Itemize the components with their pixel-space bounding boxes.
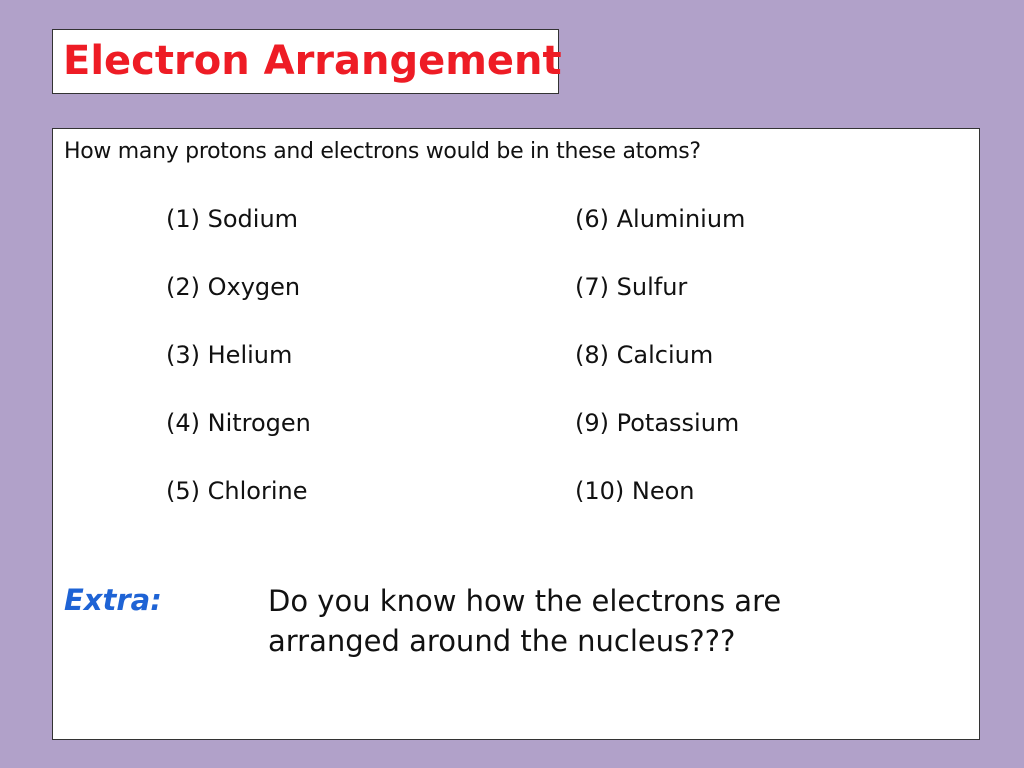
- atom-item-potassium: (9) Potassium: [575, 409, 740, 437]
- content-box: [52, 128, 980, 740]
- extra-question-line-1: Do you know how the electrons are: [268, 584, 782, 618]
- atom-item-sodium: (1) Sodium: [166, 205, 299, 233]
- atom-item-aluminium: (6) Aluminium: [575, 205, 746, 233]
- title-box: [52, 29, 562, 94]
- extra-label: Extra:: [64, 583, 162, 617]
- question-text: How many protons and electrons would be in these atoms?: [64, 139, 701, 164]
- extra-question-line-2: arranged around the nucleus???: [268, 624, 736, 658]
- atom-item-nitrogen: (4) Nitrogen: [166, 409, 311, 437]
- extra-question: [268, 581, 868, 661]
- atom-item-calcium: (8) Calcium: [575, 341, 714, 369]
- atom-item-helium: (3) Helium: [166, 341, 293, 369]
- slide-title: Electron Arrangement: [63, 38, 562, 84]
- atom-item-sulfur: (7) Sulfur: [575, 273, 688, 301]
- atom-item-oxygen: (2) Oxygen: [166, 273, 301, 301]
- atom-item-chlorine: (5) Chlorine: [166, 477, 308, 505]
- atom-item-neon: (10) Neon: [575, 477, 695, 505]
